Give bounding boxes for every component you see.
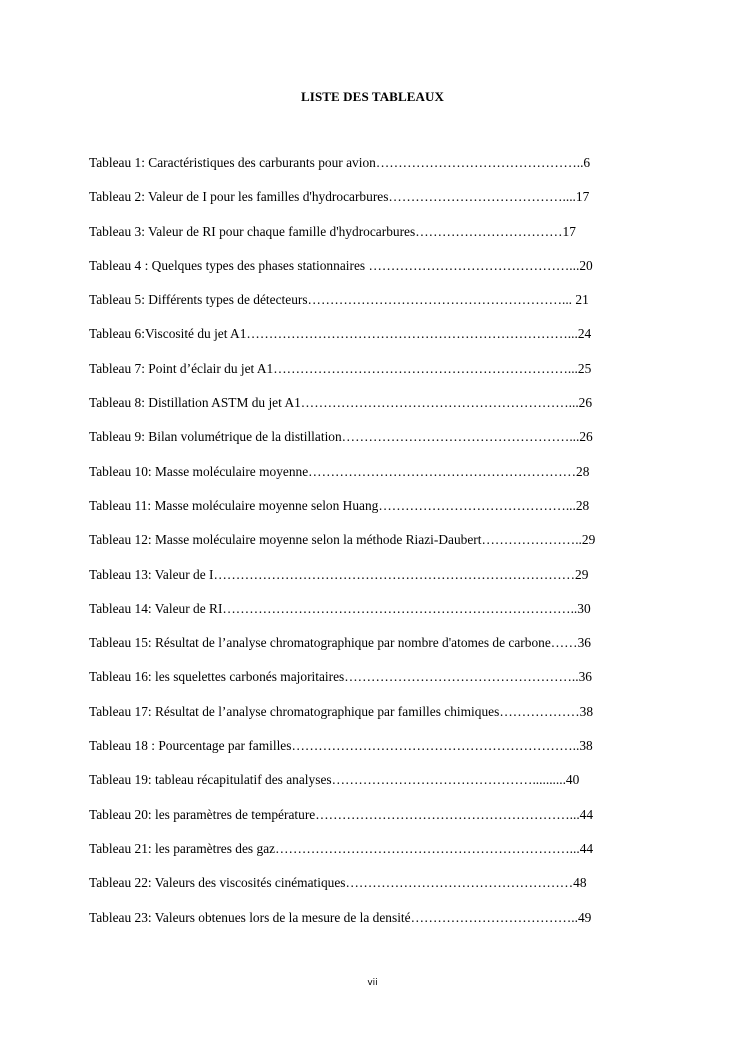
list-item: Tableau 13: Valeur de I………………………………………………………………………29 bbox=[89, 566, 589, 582]
list-item: Tableau 8: Distillation ASTM du jet A1……………………………………………………...26 bbox=[89, 395, 593, 411]
list-item: Tableau 17: Résultat de l’analyse chromatographique par familles chimiques………………38 bbox=[89, 703, 594, 719]
list-item: Tableau 11: Masse moléculaire moyenne selon Huang……………………………………...28 bbox=[89, 497, 590, 513]
list-item: Tableau 10: Masse moléculaire moyenne……………………………………………………28 bbox=[89, 463, 590, 479]
page-number: vii bbox=[367, 978, 378, 988]
list-item: Tableau 15: Résultat de l’analyse chromatographique par nombre d'atomes de carbone……36 bbox=[89, 635, 591, 651]
list-item: Tableau 4 : Quelques types des phases stationnaires ………………………………………...20 bbox=[89, 257, 593, 273]
list-item: Tableau 16: les squelettes carbonés majoritaires……………………………………………..36 bbox=[89, 669, 592, 685]
list-item: Tableau 9: Bilan volumétrique de la distillation……………………………………………...26 bbox=[89, 429, 593, 445]
list-item: Tableau 21: les paramètres des gaz…………………………………………………………...44 bbox=[89, 840, 594, 856]
list-item: Tableau 3: Valeur de RI pour chaque famille d'hydrocarbures……………………………17 bbox=[89, 223, 576, 239]
list-item: Tableau 14: Valeur de RI……………………………………………………………………..30 bbox=[89, 600, 591, 616]
list-item: Tableau 20: les paramètres de température…………………………………………………...44 bbox=[89, 806, 594, 822]
list-item: Tableau 1: Caractéristiques des carburants pour avion………………………………………..6 bbox=[89, 155, 591, 170]
list-item: Tableau 18 : Pourcentage par familles………………………………………………………..38 bbox=[89, 738, 593, 754]
page-title: LISTE DES TABLEAUX bbox=[301, 89, 444, 104]
list-item: Tableau 5: Différents types de détecteurs…………………………………………………... 21 bbox=[89, 292, 589, 308]
list-item: Tableau 2: Valeur de I pour les familles d'hydrocarbures…………………………………....17 bbox=[89, 189, 590, 205]
list-item: Tableau 23: Valeurs obtenues lors de la mesure de la densité………………………………..49 bbox=[89, 909, 592, 925]
list-item: Tableau 7: Point d’éclair du jet A1…………………………………………………………...25 bbox=[89, 360, 592, 376]
list-item: Tableau 19: tableau récapitulatif des analyses………………………………………..........40 bbox=[89, 772, 580, 788]
table-list bbox=[89, 155, 657, 944]
list-item: Tableau 22: Valeurs des viscosités cinématiques……………………………………………48 bbox=[89, 875, 587, 891]
list-item: Tableau 12: Masse moléculaire moyenne selon la méthode Riazi-Daubert…………………..29 bbox=[89, 532, 596, 548]
list-item: Tableau 6:Viscosité du jet A1………………………………………………………………...24 bbox=[89, 326, 592, 342]
